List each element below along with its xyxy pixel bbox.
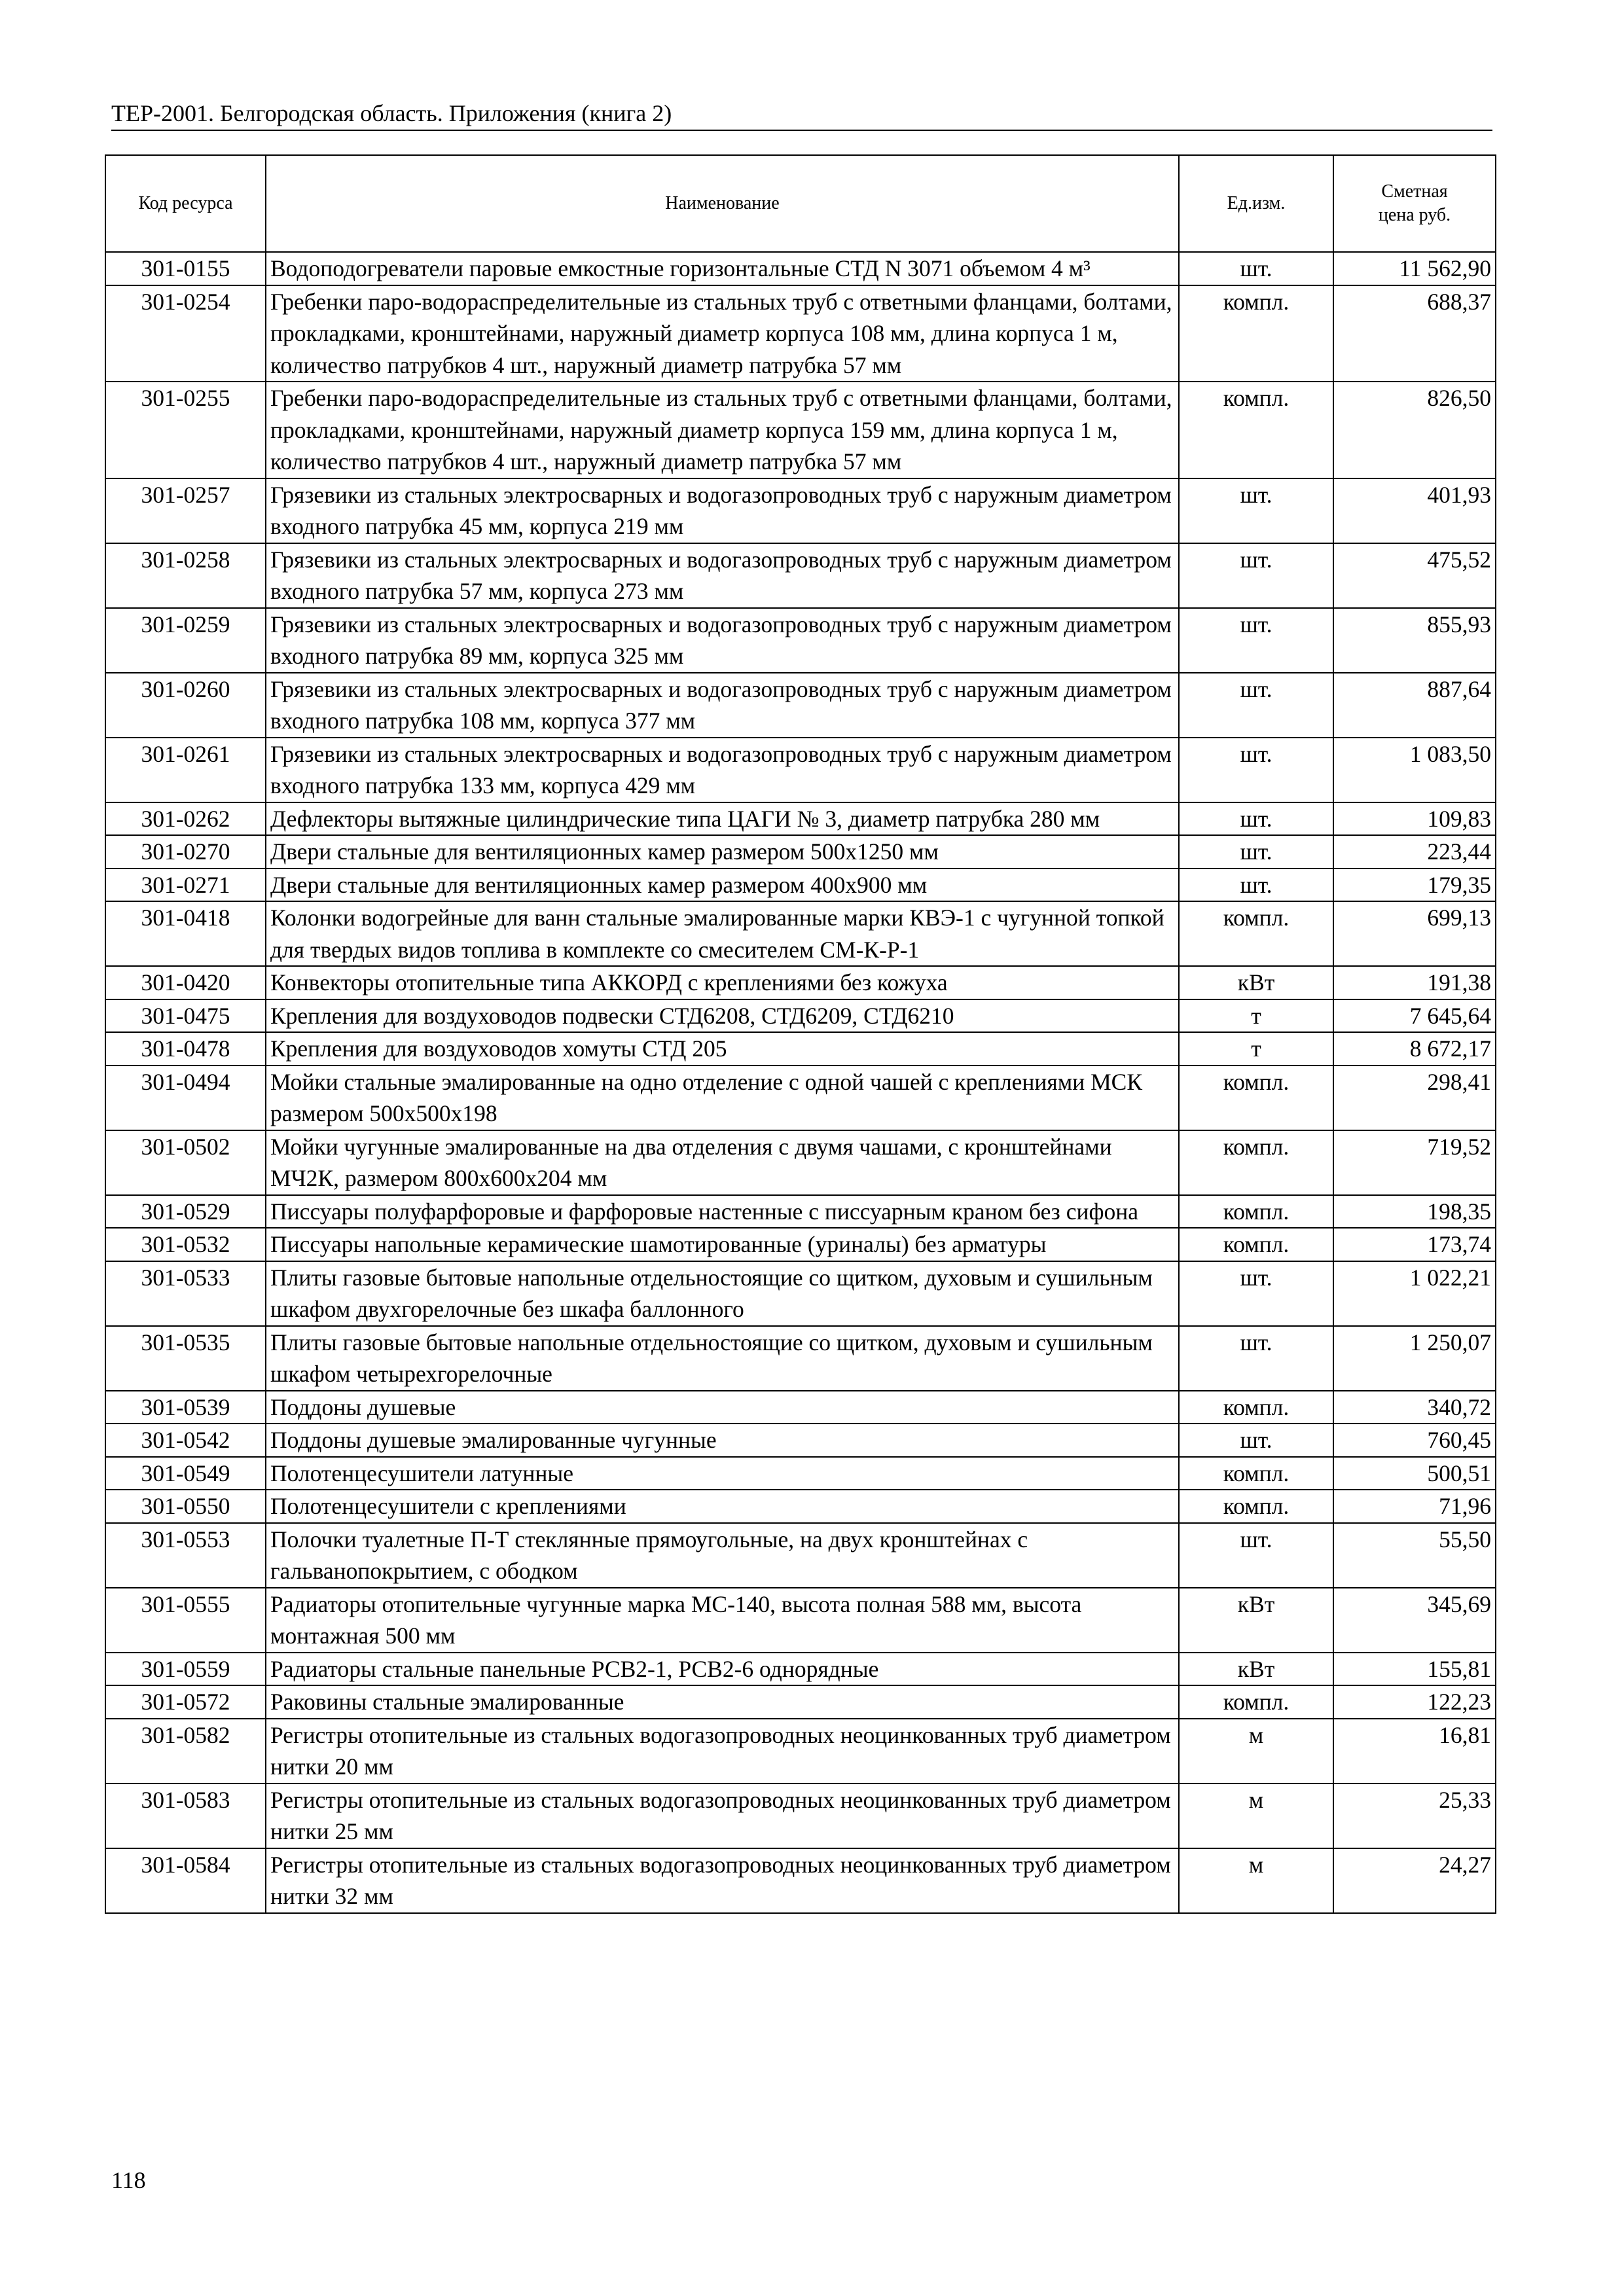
unit-cell: шт. — [1179, 1326, 1333, 1391]
unit-cell: шт. — [1179, 738, 1333, 802]
price-cell: 475,52 — [1333, 543, 1496, 608]
name-cell: Гребенки паро-водораспределительные из стальных труб с ответными фланцами, болтами, прокладками, кронштейнами, наружный диаметр корпуса 108 мм, длина корпуса 1 м, количество патрубков 4 шт., наружный диаметр патрубка 57 мм — [266, 285, 1179, 382]
price-cell: 719,52 — [1333, 1130, 1496, 1195]
table-row — [105, 1228, 1496, 1261]
table-row — [105, 966, 1496, 999]
code-cell: 301-0532 — [105, 1228, 266, 1261]
name-cell: Поддоны душевые — [266, 1391, 1179, 1424]
price-cell: 191,38 — [1333, 966, 1496, 999]
code-cell: 301-0255 — [105, 382, 266, 478]
code-cell: 301-0553 — [105, 1523, 266, 1588]
price-cell: 25,33 — [1333, 1784, 1496, 1848]
price-cell: 11 562,90 — [1333, 252, 1496, 285]
price-cell: 340,72 — [1333, 1391, 1496, 1424]
name-cell: Водоподогреватели паровые емкостные горизонтальные СТД N 3071 объемом 4 м³ — [266, 252, 1179, 285]
name-cell: Двери стальные для вентиляционных камер размером 400х900 мм — [266, 869, 1179, 902]
price-cell: 109,83 — [1333, 802, 1496, 836]
name-cell: Полочки туалетные П-Т стеклянные прямоугольные, на двух кронштейнах с гальванопокрытием, с ободком — [266, 1523, 1179, 1588]
table-row — [105, 543, 1496, 608]
table-row — [105, 869, 1496, 902]
table-row — [105, 1032, 1496, 1066]
table-row — [105, 1326, 1496, 1391]
unit-cell: шт. — [1179, 869, 1333, 902]
name-cell: Поддоны душевые эмалированные чугунные — [266, 1424, 1179, 1457]
unit-cell: компл. — [1179, 901, 1333, 966]
name-cell: Грязевики из стальных электросварных и водогазопроводных труб с наружным диаметром входного патрубка 133 мм, корпуса 429 мм — [266, 738, 1179, 802]
code-cell: 301-0258 — [105, 543, 266, 608]
code-cell: 301-0584 — [105, 1848, 266, 1913]
price-cell: 122,23 — [1333, 1685, 1496, 1719]
price-cell: 401,93 — [1333, 478, 1496, 543]
unit-cell: м — [1179, 1848, 1333, 1913]
code-cell: 301-0260 — [105, 673, 266, 738]
unit-cell: кВт — [1179, 1588, 1333, 1653]
price-cell: 826,50 — [1333, 382, 1496, 478]
name-cell: Грязевики из стальных электросварных и водогазопроводных труб с наружным диаметром входного патрубка 45 мм, корпуса 219 мм — [266, 478, 1179, 543]
table-row — [105, 1130, 1496, 1195]
name-cell: Гребенки паро-водораспределительные из стальных труб с ответными фланцами, болтами, прокладками, кронштейнами, наружный диаметр корпуса 159 мм, длина корпуса 1 м, количество патрубков 4 шт., наружный диаметр патрубка 57 мм — [266, 382, 1179, 478]
column-header-unit: Ед.изм. — [1179, 155, 1333, 252]
table-row — [105, 1391, 1496, 1424]
name-cell: Мойки стальные эмалированные на одно отделение с одной чашей с креплениями МСК размером 500х500х198 — [266, 1066, 1179, 1130]
unit-cell: компл. — [1179, 1490, 1333, 1523]
unit-cell: компл. — [1179, 1457, 1333, 1490]
unit-cell: компл. — [1179, 1391, 1333, 1424]
code-cell: 301-0475 — [105, 999, 266, 1033]
price-cell: 173,74 — [1333, 1228, 1496, 1261]
code-cell: 301-0550 — [105, 1490, 266, 1523]
price-cell: 760,45 — [1333, 1424, 1496, 1457]
price-cell: 198,35 — [1333, 1195, 1496, 1229]
unit-cell: кВт — [1179, 1653, 1333, 1686]
unit-cell: компл. — [1179, 1685, 1333, 1719]
table-row — [105, 999, 1496, 1033]
unit-cell: компл. — [1179, 1228, 1333, 1261]
unit-cell: шт. — [1179, 835, 1333, 869]
code-cell: 301-0494 — [105, 1066, 266, 1130]
unit-cell: шт. — [1179, 543, 1333, 608]
name-cell: Полотенцесушители с креплениями — [266, 1490, 1179, 1523]
name-cell: Колонки водогрейные для ванн стальные эмалированные марки КВЭ-1 с чугунной топкой для твердых видов топлива в комплекте со смесителем СМ-К-Р-1 — [266, 901, 1179, 966]
name-cell: Грязевики из стальных электросварных и водогазопроводных труб с наружным диаметром входного патрубка 108 мм, корпуса 377 мм — [266, 673, 1179, 738]
unit-cell: компл. — [1179, 1130, 1333, 1195]
code-cell: 301-0502 — [105, 1130, 266, 1195]
name-cell: Радиаторы отопительные чугунные марка МС-140, высота полная 588 мм, высота монтажная 500 мм — [266, 1588, 1179, 1653]
code-cell: 301-0572 — [105, 1685, 266, 1719]
name-cell: Регистры отопительные из стальных водогазопроводных неоцинкованных труб диаметром нитки 25 мм — [266, 1784, 1179, 1848]
table-row — [105, 382, 1496, 478]
price-cell: 1 022,21 — [1333, 1261, 1496, 1326]
price-cell: 298,41 — [1333, 1066, 1496, 1130]
name-cell: Грязевики из стальных электросварных и водогазопроводных труб с наружным диаметром входного патрубка 89 мм, корпуса 325 мм — [266, 608, 1179, 673]
price-cell: 179,35 — [1333, 869, 1496, 902]
name-cell: Дефлекторы вытяжные цилиндрические типа ЦАГИ № 3, диаметр патрубка 280 мм — [266, 802, 1179, 836]
unit-cell: компл. — [1179, 1195, 1333, 1229]
price-cell: 7 645,64 — [1333, 999, 1496, 1033]
table-row — [105, 1719, 1496, 1784]
unit-cell: шт. — [1179, 252, 1333, 285]
code-cell: 301-0271 — [105, 869, 266, 902]
table-row — [105, 1457, 1496, 1490]
code-cell: 301-0539 — [105, 1391, 266, 1424]
unit-cell: компл. — [1179, 285, 1333, 382]
name-cell: Регистры отопительные из стальных водогазопроводных неоцинкованных труб диаметром нитки 32 мм — [266, 1848, 1179, 1913]
code-cell: 301-0542 — [105, 1424, 266, 1457]
code-cell: 301-0257 — [105, 478, 266, 543]
unit-cell: шт. — [1179, 1424, 1333, 1457]
table-row — [105, 252, 1496, 285]
price-cell: 1 083,50 — [1333, 738, 1496, 802]
page-number: 118 — [111, 2167, 146, 2193]
price-cell: 688,37 — [1333, 285, 1496, 382]
code-cell: 301-0155 — [105, 252, 266, 285]
table-row — [105, 673, 1496, 738]
price-cell: 24,27 — [1333, 1848, 1496, 1913]
unit-cell: т — [1179, 1032, 1333, 1066]
name-cell: Двери стальные для вентиляционных камер размером 500х1250 мм — [266, 835, 1179, 869]
name-cell: Регистры отопительные из стальных водогазопроводных неоцинкованных труб диаметром нитки 20 мм — [266, 1719, 1179, 1784]
table-row — [105, 1490, 1496, 1523]
table-row — [105, 1195, 1496, 1229]
table-row — [105, 802, 1496, 836]
price-cell: 8 672,17 — [1333, 1032, 1496, 1066]
code-cell: 301-0583 — [105, 1784, 266, 1848]
name-cell: Плиты газовые бытовые напольные отдельностоящие со щитком, духовым и сушильным шкафом четырехгорелочные — [266, 1326, 1179, 1391]
unit-cell: кВт — [1179, 966, 1333, 999]
unit-cell: шт. — [1179, 1261, 1333, 1326]
price-cell: 1 250,07 — [1333, 1326, 1496, 1391]
code-cell: 301-0478 — [105, 1032, 266, 1066]
name-cell: Раковины стальные эмалированные — [266, 1685, 1179, 1719]
price-header-label: Сметная цена руб. — [1378, 181, 1451, 225]
table-row — [105, 1685, 1496, 1719]
name-cell: Полотенцесушители латунные — [266, 1457, 1179, 1490]
code-cell: 301-0582 — [105, 1719, 266, 1784]
price-cell: 71,96 — [1333, 1490, 1496, 1523]
resource-price-table — [105, 154, 1496, 1914]
code-cell: 301-0555 — [105, 1588, 266, 1653]
code-cell: 301-0420 — [105, 966, 266, 999]
price-cell: 500,51 — [1333, 1457, 1496, 1490]
table-header-row — [105, 155, 1496, 252]
table-body — [105, 252, 1496, 1913]
unit-cell: шт. — [1179, 673, 1333, 738]
unit-cell: компл. — [1179, 1066, 1333, 1130]
code-cell: 301-0529 — [105, 1195, 266, 1229]
table-row — [105, 901, 1496, 966]
unit-cell: шт. — [1179, 802, 1333, 836]
code-cell: 301-0261 — [105, 738, 266, 802]
price-cell: 55,50 — [1333, 1523, 1496, 1588]
unit-cell: м — [1179, 1784, 1333, 1848]
name-cell: Радиаторы стальные панельные РСВ2-1, РСВ2-6 однорядные — [266, 1653, 1179, 1686]
code-cell: 301-0259 — [105, 608, 266, 673]
table-row — [105, 1424, 1496, 1457]
code-cell: 301-0254 — [105, 285, 266, 382]
name-cell: Крепления для воздуховодов хомуты СТД 205 — [266, 1032, 1179, 1066]
price-cell: 855,93 — [1333, 608, 1496, 673]
table-row — [105, 1066, 1496, 1130]
table-row — [105, 285, 1496, 382]
table-row — [105, 1848, 1496, 1913]
name-cell: Плиты газовые бытовые напольные отдельностоящие со щитком, духовым и сушильным шкафом двухгорелочные без шкафа баллонного — [266, 1261, 1179, 1326]
code-cell: 301-0418 — [105, 901, 266, 966]
code-cell: 301-0270 — [105, 835, 266, 869]
page-header: ТЕР-2001. Белгородская область. Приложения (книга 2) — [111, 98, 1492, 131]
name-cell: Грязевики из стальных электросварных и водогазопроводных труб с наружным диаметром входного патрубка 57 мм, корпуса 273 мм — [266, 543, 1179, 608]
column-header-price — [1333, 155, 1496, 252]
price-cell: 16,81 — [1333, 1719, 1496, 1784]
table-row — [105, 835, 1496, 869]
table-row — [105, 1588, 1496, 1653]
name-cell: Писсуары напольные керамические шамотированные (уриналы) без арматуры — [266, 1228, 1179, 1261]
price-cell: 345,69 — [1333, 1588, 1496, 1653]
column-header-code: Код ресурса — [105, 155, 266, 252]
unit-cell: шт. — [1179, 478, 1333, 543]
unit-cell: компл. — [1179, 382, 1333, 478]
price-cell: 887,64 — [1333, 673, 1496, 738]
table-row — [105, 608, 1496, 673]
code-cell: 301-0533 — [105, 1261, 266, 1326]
unit-cell: м — [1179, 1719, 1333, 1784]
unit-cell: т — [1179, 999, 1333, 1033]
price-cell: 223,44 — [1333, 835, 1496, 869]
name-cell: Писсуары полуфарфоровые и фарфоровые настенные с писсуарным краном без сифона — [266, 1195, 1179, 1229]
table-row — [105, 1653, 1496, 1686]
code-cell: 301-0535 — [105, 1326, 266, 1391]
price-cell: 155,81 — [1333, 1653, 1496, 1686]
code-cell: 301-0549 — [105, 1457, 266, 1490]
table-row — [105, 1261, 1496, 1326]
code-cell: 301-0262 — [105, 802, 266, 836]
table-row — [105, 738, 1496, 802]
table-row — [105, 1523, 1496, 1588]
table-row — [105, 478, 1496, 543]
code-cell: 301-0559 — [105, 1653, 266, 1686]
unit-cell: шт. — [1179, 608, 1333, 673]
table-row — [105, 1784, 1496, 1848]
column-header-name: Наименование — [266, 155, 1179, 252]
name-cell: Мойки чугунные эмалированные на два отделения с двумя чашами, с кронштейнами МЧ2К, размером 800х600х204 мм — [266, 1130, 1179, 1195]
unit-cell: шт. — [1179, 1523, 1333, 1588]
price-cell: 699,13 — [1333, 901, 1496, 966]
name-cell: Крепления для воздуховодов подвески СТД6208, СТД6209, СТД6210 — [266, 999, 1179, 1033]
name-cell: Конвекторы отопительные типа АККОРД с креплениями без кожуха — [266, 966, 1179, 999]
